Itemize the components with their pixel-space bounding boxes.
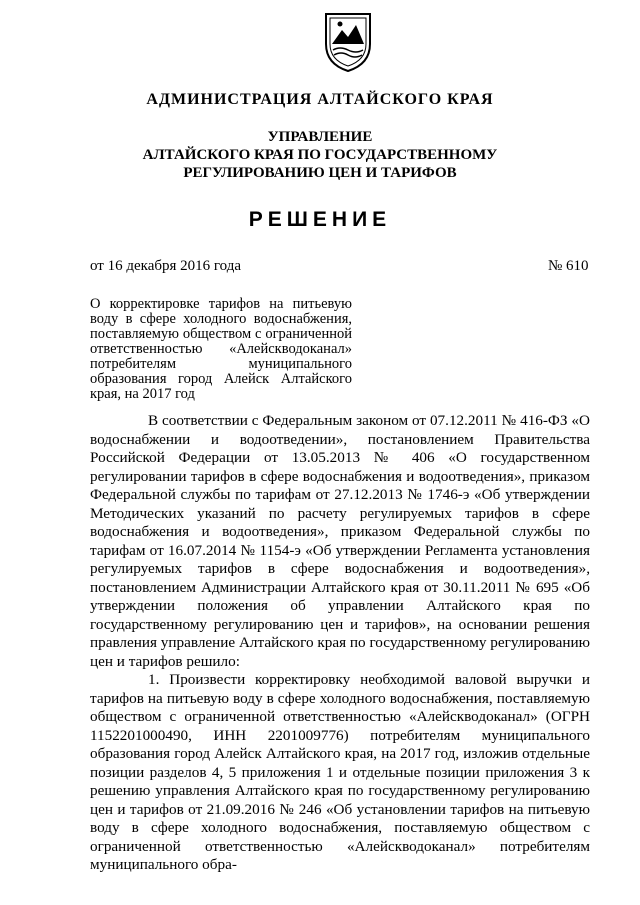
- department-line-2: АЛТАЙСКОГО КРАЯ ПО ГОСУДАРСТВЕННОМУ: [142, 147, 498, 163]
- body-item-1: 1. Произвести корректировку необходимой валовой выручки и тарифов на питьевую воду в сфере холодного водоснабжения, поставляемую обществом с ограниченной ответственностью «Алейскводоканал» (ОГРН 1152201000490, ИНН 2201009776) потребителям муниципального образования город Алейск Алтайского края, на 2017 год, изложив отдельные позиции разделов 4, 5 приложения 1 и отдельные позиции приложения 3 к решению управления Алтайского края по государственному регулированию цен и тарифов от 21.09.2016 № 246 «Об установлении тарифов на питьевую воду в сфере холодного водоснабжения, поставляемую обществом с ограниченной ответственностью «Алейскводоканал» потребителям муниципального обра-: [90, 671, 590, 873]
- document-subject: О корректировке тарифов на питьевую воду в сфере холодного водоснабжения, поставляемую обществом с ограниченной ответственностью «Алейскводоканал» потребителям муниципального образования город Алейск Алтайского края, на 2017 год: [90, 296, 352, 402]
- department-line-3: РЕГУЛИРОВАНИЮ ЦЕН И ТАРИФОВ: [183, 165, 457, 181]
- department-line-1: УПРАВЛЕНИЕ: [267, 129, 373, 145]
- coat-of-arms-icon: [322, 10, 374, 74]
- department-title: [0, 128, 640, 182]
- administration-title: АДМИНИСТРАЦИЯ АЛТАЙСКОГО КРАЯ: [146, 91, 494, 108]
- document-type-title: РЕШЕНИЕ: [248, 208, 392, 231]
- document-date: от 16 декабря 2016 года: [90, 258, 242, 274]
- document-number: № 610: [548, 258, 589, 274]
- document-body: [90, 412, 590, 875]
- body-preamble: В соответствии с Федеральным законом от 07.12.2011 № 416-ФЗ «О водоснабжении и водоотведении», постановлением Правительства Российской Федерации от 13.05.2013 № 406 «О государственном регулировании тарифов в сфере водоснабжения и водоотведения», приказом Федеральной службы по тарифам от 27.12.2013 № 1746-э «Об утверждении Методических указаний по расчету регулируемых тарифов в сфере водоснабжения и водоотведения», приказом Федеральной службы по тарифам от 16.07.2014 № 1154-э «Об утверждении Регламента установления регулируемых тарифов в сфере водоснабжения и водоотведения», постановлением Администрации Алтайского края от 30.11.2011 № 695 «Об утверждении положения об управлении Алтайского края по государственному регулированию цен и тарифов», на основании решения правления управление Алтайского края по государственному регулированию цен и тарифов решило:: [90, 412, 590, 670]
